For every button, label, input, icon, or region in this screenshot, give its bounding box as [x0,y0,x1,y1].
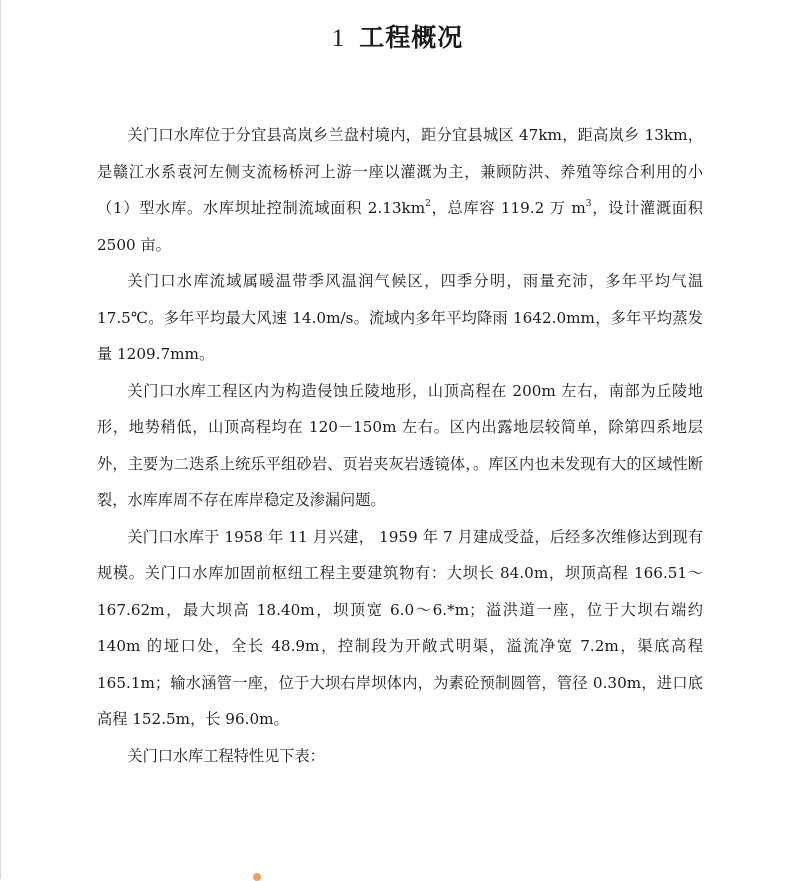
paragraph-history: 关门口水库于 1958 年 11 月兴建， 1959 年 7 月建成受益，后经多次维修达到现有规模。关门口水库加固前枢纽工程主要建筑物有：大坝长 84.0m，坝顶高程 166.51～167.62m，最大坝高 18.40m，坝顶宽 6.0～6.*m；溢洪道一座，位于大坝右端约 140m 的垭口处，全长 48.9m，控制段为开敞式明渠，溢流净宽 7.2m，渠底高程 165.1m；输水涵管一座，位于大坝右岸坝体内，为素砼预制圆管，管径 0.30m，进口底高程 152.5m，长 96.0m。 [97,527,703,728]
paragraph-climate: 关门口水库流域属暖温带季风温润气候区，四季分明，雨量充沛，多年平均气温 17.5℃。多年平均最大风速 14.0m/s。流域内多年平均降雨 1642.0mm，多年平均蒸发量 1209.7mm。 [97,272,703,363]
paragraph-geology: 关门口水库工程区内为构造侵蚀丘陵地形，山顶高程在 200m 左右，南部为丘陵地形，地势稍低，山顶高程均在 120－150m 左右。区内出露地层较简单，除第四系地层外，主要为二迭系上统乐平组砂岩、页岩夹灰岩透镜体，。库区内也未发现有大的区域性断裂，水库库周不存在库岸稳定及渗漏问题。 [97,381,703,509]
section-number: 1 [331,25,346,52]
superscript: 2 [425,199,431,209]
section-title: 工程概况 [359,23,464,52]
paragraph-table-intro: 关门口水库工程特性见下表： [127,746,325,765]
document-body [97,117,703,774]
paragraph-text: ，设计灌溉面积 2500 亩。 [97,199,703,254]
superscript: 3 [585,199,592,209]
section-heading [0,18,795,54]
paragraph-text: 关门口水库位于分宜县高岚乡兰盘村境内，距分宜县城区 47km，距高岚乡 13km，是赣江水系袁河左侧支流杨桥河上游一座以灌溉为主，兼顾防洪、养殖等综合利用的小（1）型水库。水库坝址控制流域面积 2.13km [97,126,703,217]
paragraph-location [97,117,703,263]
page-border [0,0,1,879]
paragraph-text: ，总库容 119.2 万 m [430,199,586,217]
page-mark [253,873,261,881]
